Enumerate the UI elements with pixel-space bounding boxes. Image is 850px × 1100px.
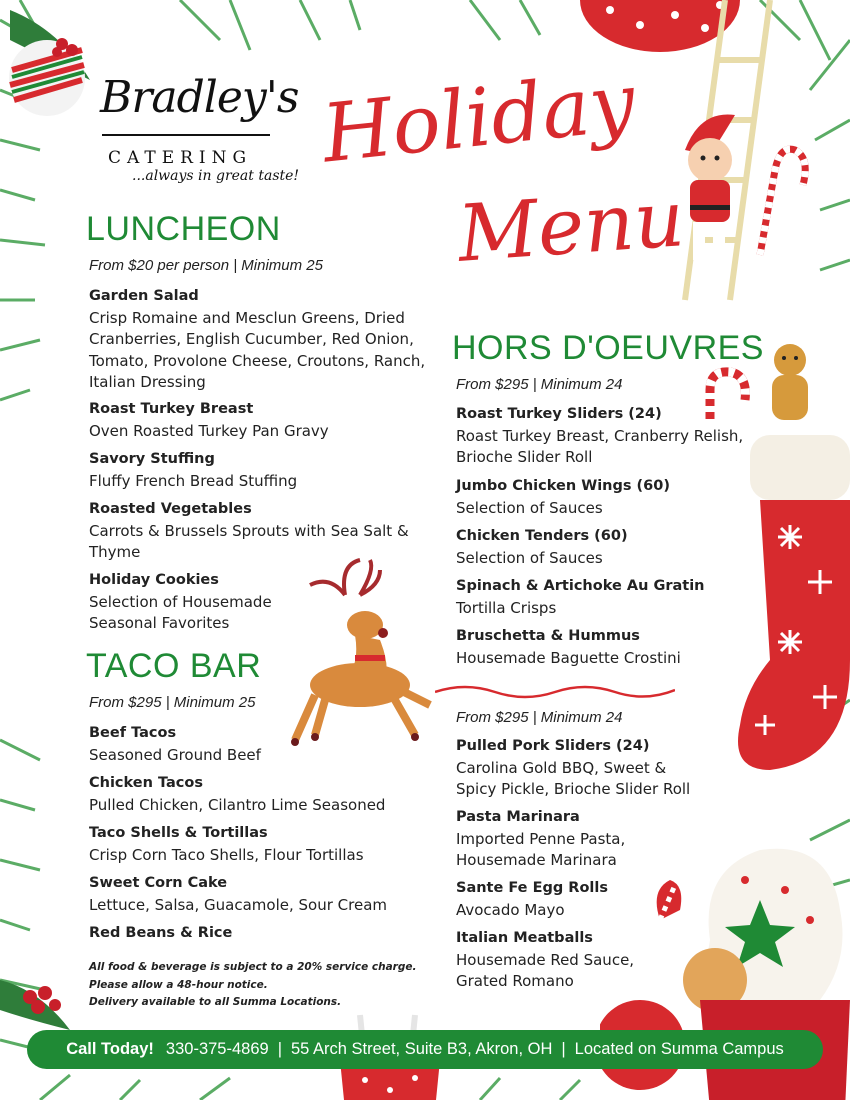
menu-item-desc: Imported Penne Pasta, Housemade Marinara bbox=[456, 829, 626, 869]
menu-item bbox=[456, 878, 656, 921]
menu-item-desc: Seasoned Ground Beef bbox=[89, 745, 261, 764]
menu-item-desc: Selection of Sauces bbox=[456, 498, 603, 517]
hors-pricing: From $295 | Minimum 24 bbox=[456, 376, 623, 393]
menu-item-name: Bruschetta & Hummus bbox=[456, 628, 640, 644]
logo-rule bbox=[102, 134, 270, 136]
menu-item bbox=[456, 526, 756, 569]
footer-separator: | bbox=[277, 1040, 282, 1058]
menu-item bbox=[456, 736, 696, 801]
menu-item-desc: Housemade Red Sauce, Grated Romano bbox=[456, 950, 635, 990]
second-pricing: From $295 | Minimum 24 bbox=[456, 709, 623, 726]
menu-item bbox=[89, 823, 409, 866]
menu-item bbox=[89, 923, 409, 945]
fine-print-line: All food & beverage is subject to a 20% service charge. bbox=[89, 961, 417, 973]
menu-item-desc: Selection of Housemade Seasonal Favorites bbox=[89, 592, 272, 632]
ornament-icon bbox=[2, 30, 92, 120]
menu-item-desc: Pulled Chicken, Cilantro Lime Seasoned bbox=[89, 795, 386, 814]
menu-item-name: Beef Tacos bbox=[89, 725, 177, 741]
menu-item-desc: Crisp Romaine and Mesclun Greens, Dried Cranberries, English Cucumber, Red Onion, Tomato, Provolone Cheese, Croutons, Ranch, Italian Dressing bbox=[89, 308, 426, 391]
menu-item bbox=[89, 399, 439, 442]
menu-item bbox=[456, 476, 756, 519]
footer-location: Located on Summa Campus bbox=[574, 1040, 784, 1058]
menu-item-name: Pulled Pork Sliders (24) bbox=[456, 738, 650, 754]
menu-item-name: Pasta Marinara bbox=[456, 809, 580, 825]
menu-item bbox=[89, 773, 409, 816]
menu-item-name: Garden Salad bbox=[89, 288, 199, 304]
menu-item-desc: Selection of Sauces bbox=[456, 548, 603, 567]
footer-address: 55 Arch Street, Suite B3, Akron, OH bbox=[290, 1040, 553, 1058]
page-title-menu: Menu bbox=[455, 174, 688, 280]
menu-item bbox=[89, 570, 289, 635]
menu-item-name: Roast Turkey Sliders (24) bbox=[456, 406, 662, 422]
menu-item-name: Roasted Vegetables bbox=[89, 501, 252, 517]
menu-item-name: Jumbo Chicken Wings (60) bbox=[456, 478, 670, 494]
menu-item bbox=[456, 626, 756, 669]
footer-separator: | bbox=[561, 1040, 566, 1058]
menu-item-desc: Housemade Baguette Crostini bbox=[456, 648, 681, 667]
menu-item-name: Red Beans & Rice bbox=[89, 925, 233, 941]
menu-item-name: Savory Stuffing bbox=[89, 451, 215, 467]
menu-item bbox=[456, 404, 756, 469]
menu-item bbox=[89, 286, 439, 394]
menu-item bbox=[89, 449, 439, 492]
taco-bar-pricing: From $295 | Minimum 25 bbox=[89, 694, 256, 711]
footer-contact-bar bbox=[27, 1030, 823, 1069]
luncheon-pricing: From $20 per person | Minimum 25 bbox=[89, 257, 323, 274]
menu-item bbox=[456, 807, 646, 872]
menu-item bbox=[89, 723, 409, 766]
menu-item-name: Spinach & Artichoke Au Gratin bbox=[456, 578, 705, 594]
menu-item bbox=[89, 873, 409, 916]
footer-cta: Call Today! bbox=[66, 1040, 154, 1058]
menu-item-desc: Crisp Corn Taco Shells, Flour Tortillas bbox=[89, 845, 364, 864]
footer-phone[interactable]: 330-375-4869 bbox=[165, 1040, 269, 1058]
logo-tagline: ...always in great taste! bbox=[132, 168, 300, 184]
logo-name: Bradley's bbox=[100, 72, 299, 123]
page-title-holiday: Holiday bbox=[318, 55, 640, 181]
menu-item-desc: Oven Roasted Turkey Pan Gravy bbox=[89, 421, 329, 440]
fine-print-line: Delivery available to all Summa Locations. bbox=[89, 996, 342, 1008]
menu-item-desc: Tortilla Crisps bbox=[456, 598, 557, 617]
ribbon-divider-icon bbox=[435, 682, 675, 702]
logo-catering: CATERING bbox=[108, 148, 253, 168]
menu-item-name: Sweet Corn Cake bbox=[89, 875, 228, 891]
fine-print-line: Please allow a 48-hour notice. bbox=[89, 978, 268, 991]
menu-item-name: Chicken Tacos bbox=[89, 775, 203, 791]
menu-item-name: Sante Fe Egg Rolls bbox=[456, 880, 608, 896]
section-heading-hors-doeuvres: HORS D'OEUVRES bbox=[452, 329, 764, 367]
menu-item-desc: Lettuce, Salsa, Guacamole, Sour Cream bbox=[89, 895, 387, 914]
menu-item bbox=[456, 576, 756, 619]
fine-print bbox=[89, 959, 416, 1012]
menu-item-name: Italian Meatballs bbox=[456, 930, 593, 946]
menu-item-name: Taco Shells & Tortillas bbox=[89, 825, 268, 841]
menu-item bbox=[89, 499, 419, 564]
stocking-icon bbox=[690, 330, 850, 810]
menu-item-desc: Avocado Mayo bbox=[456, 900, 565, 919]
menu-item-desc: Roast Turkey Breast, Cranberry Relish, Brioche Slider Roll bbox=[456, 426, 744, 466]
menu-item-desc: Fluffy French Bread Stuffing bbox=[89, 471, 298, 490]
menu-item bbox=[456, 928, 656, 993]
section-heading-luncheon: LUNCHEON bbox=[86, 210, 281, 248]
menu-item-name: Roast Turkey Breast bbox=[89, 401, 254, 417]
menu-item-name: Chicken Tenders (60) bbox=[456, 528, 628, 544]
menu-item-name: Holiday Cookies bbox=[89, 572, 219, 588]
menu-item-desc: Carolina Gold BBQ, Sweet & Spicy Pickle, Brioche Slider Roll bbox=[456, 758, 691, 798]
section-heading-taco-bar: TACO BAR bbox=[86, 647, 262, 685]
menu-item-desc: Carrots & Brussels Sprouts with Sea Salt & Thyme bbox=[89, 521, 409, 561]
